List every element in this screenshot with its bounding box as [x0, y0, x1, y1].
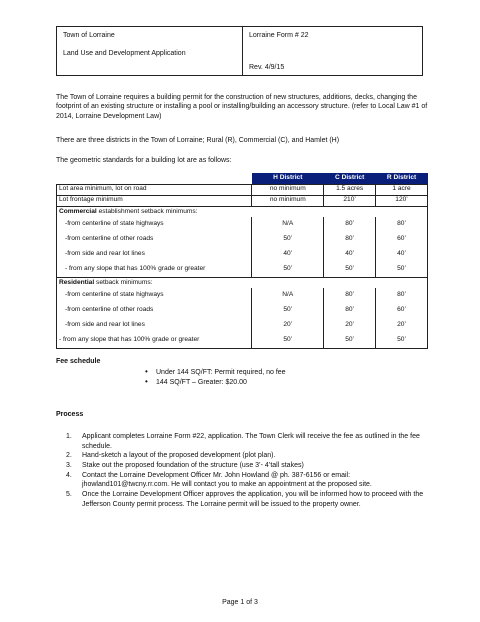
h-value: 40’: [252, 247, 324, 262]
r-value: 80’: [376, 288, 428, 303]
step-number: 2.: [66, 452, 72, 460]
row-label: - from any slope that has 100% grade or greater: [57, 262, 252, 277]
r-value: 60’: [376, 303, 428, 318]
step-text: Applicant completes Lorraine Form #22, application. The Town Clerk will receive the fee as outlined in the fee schedule.: [82, 433, 420, 450]
step-number: 3.: [66, 461, 72, 469]
table-row: [57, 217, 428, 232]
h-value: N/A: [252, 217, 324, 232]
process-step: [66, 451, 426, 461]
r-value: 40’: [376, 247, 428, 262]
residential-section-heading: [57, 277, 428, 288]
c-value: 210’: [324, 195, 376, 206]
form-header: [56, 26, 423, 76]
row-label: Lot frontage minimum: [57, 195, 252, 206]
h-value: N/A: [252, 288, 324, 303]
row-label: -from centerline of other roads: [57, 232, 252, 247]
c-value: 40’: [324, 247, 376, 262]
section-heading-rest: setback minimums:: [94, 278, 153, 286]
fee-schedule-list: [145, 368, 286, 388]
intro-paragraph: The Town of Lorraine requires a building permit for the construction of new structures, additions, decks, changing the footprint of an existing structure or installing a pool or installing/building an accessory structure. (refer to Local Law #1 of 2014, Lorraine Development Law): [56, 94, 428, 120]
section-heading-rest: establishment setback minimums:: [96, 207, 198, 215]
process-step: [66, 490, 426, 509]
districts-paragraph: There are three districts in the Town of Lorraine; Rural (R), Commercial (C), and Hamlet (H): [56, 137, 340, 144]
r-value: 120’: [376, 195, 428, 206]
geometric-standards-table: [56, 173, 428, 349]
section-heading-cell: [57, 277, 428, 288]
r-value: 60’: [376, 232, 428, 247]
header-right-cell: [243, 27, 423, 76]
section-heading-cell: [57, 206, 428, 217]
step-number: 1.: [66, 433, 72, 440]
row-label: -from side and rear lot lines: [57, 318, 252, 333]
c-value: 1.5 acres: [324, 184, 376, 195]
column-header-h: H District: [252, 173, 324, 184]
r-value: 50’: [376, 333, 428, 348]
header-blank-cell: [57, 173, 252, 184]
c-value: 50’: [324, 262, 376, 277]
table-row: [57, 288, 428, 303]
list-item: • 144 SQ/FT – Greater: $20.00: [145, 378, 286, 388]
r-value: 50’: [376, 262, 428, 277]
c-value: 80’: [324, 303, 376, 318]
process-title: Process: [56, 411, 84, 418]
table-row: [57, 318, 428, 333]
step-text: Once the Lorraine Development Officer approves the application, you will be informed how to proceed with the Jefferson County permit process. The Lorraine permit will be issued to the property owner.: [82, 490, 424, 508]
commercial-section-heading: [57, 206, 428, 217]
h-value: no minimum: [252, 195, 324, 206]
h-value: 50’: [252, 262, 324, 277]
table-row: [57, 247, 428, 262]
page-number-footer: Page 1 of 3: [222, 599, 258, 606]
table-row: [57, 184, 428, 195]
r-value: 20’: [376, 318, 428, 333]
section-heading-bold: Commercial: [59, 207, 97, 215]
row-label: -from centerline of other roads: [57, 303, 252, 318]
table-row: [57, 262, 428, 277]
row-label: -from centerline of state highways: [57, 288, 252, 303]
revision-date: Rev. 4/9/15: [249, 64, 285, 72]
form-number: Lorraine Form # 22: [249, 32, 309, 39]
step-number: 4.: [66, 471, 72, 479]
table-row: [57, 303, 428, 318]
c-value: 80’: [324, 288, 376, 303]
c-value: 80’: [324, 217, 376, 232]
step-text: Hand-sketch a layout of the proposed development (plot plan).: [82, 452, 276, 460]
column-header-r: R District: [376, 173, 428, 184]
h-value: 50’: [252, 333, 324, 348]
h-value: 20’: [252, 318, 324, 333]
h-value: no minimum: [252, 184, 324, 195]
section-heading-bold: Residential: [59, 278, 95, 286]
h-value: 50’: [252, 303, 324, 318]
r-value: 80’: [376, 217, 428, 232]
list-item: • Under 144 SQ/FT: Permit required, no fee: [145, 368, 286, 378]
step-text: Contact the Lorraine Development Officer Mr. John Howland @ ph. 387-6156 or email: jhowland101@twcny.rr.com. He will contact you to make an appointment at the proposed site.: [82, 471, 372, 489]
process-step: [66, 432, 426, 451]
row-label: - from any slope that has 100% grade or greater: [57, 333, 252, 348]
town-name: Town of Lorraine: [63, 32, 115, 39]
process-steps: [66, 432, 426, 509]
table-row: [57, 333, 428, 348]
geometric-standards-intro: The geometric standards for a building lot are as follows:: [56, 157, 232, 164]
fee-schedule-title: Fee schedule: [56, 358, 101, 365]
application-title: Land Use and Development Application: [63, 50, 186, 58]
step-text: Stake out the proposed foundation of the structure (use 3’- 4’tall stakes): [82, 461, 304, 469]
h-value: 50’: [252, 232, 324, 247]
table-header-row: [57, 173, 428, 184]
process-step: [66, 471, 426, 490]
step-number: 5.: [66, 490, 72, 498]
table-row: [57, 195, 428, 206]
c-value: 50’: [324, 333, 376, 348]
process-step: [66, 461, 426, 471]
table-row: [57, 232, 428, 247]
row-label: -from centerline of state highways: [57, 217, 252, 232]
column-header-c: C District: [324, 173, 376, 184]
r-value: 1 acre: [376, 184, 428, 195]
c-value: 80’: [324, 232, 376, 247]
row-label: Lot area minimum, lot on road: [57, 184, 252, 195]
row-label: -from side and rear lot lines: [57, 247, 252, 262]
header-left-cell: [57, 27, 243, 76]
c-value: 20’: [324, 318, 376, 333]
